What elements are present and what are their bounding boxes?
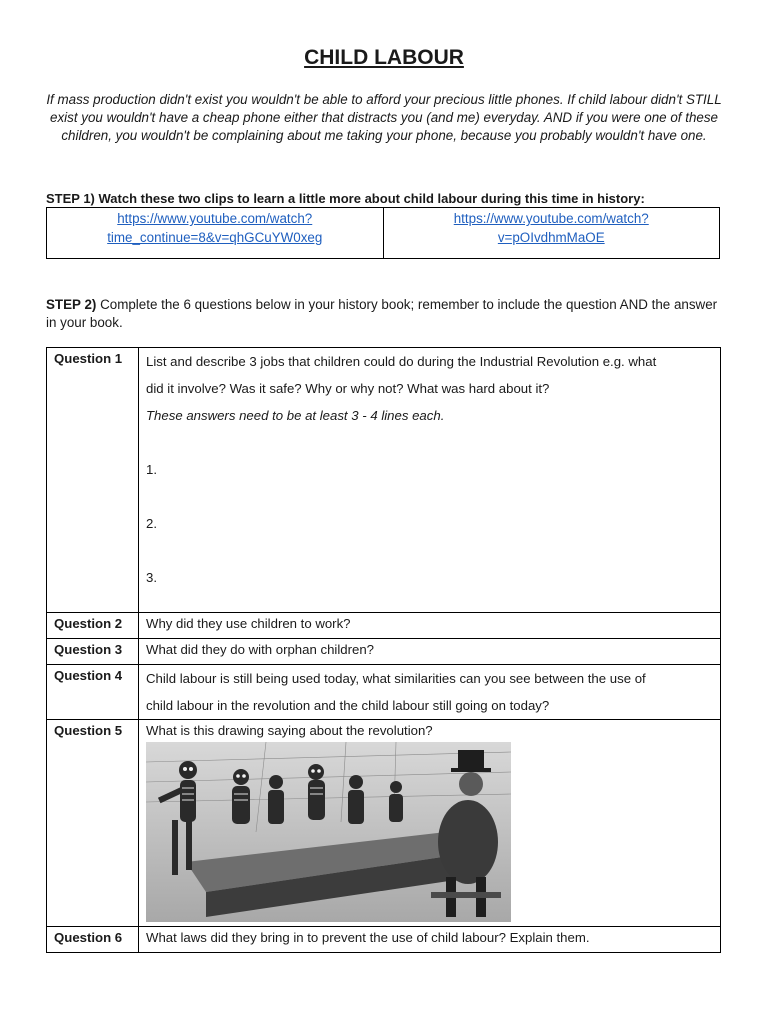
question-2-text: Why did they use children to work? xyxy=(139,613,721,639)
question-1-cell xyxy=(139,348,721,613)
question-2-label: Question 2 xyxy=(47,613,139,639)
question-6-text: What laws did they bring in to prevent the use of child labour? Explain them. xyxy=(139,927,721,953)
question-1-note: These answers need to be at least 3 - 4 lines each. xyxy=(146,408,445,423)
links-table xyxy=(46,207,720,259)
step2-instructions xyxy=(46,296,722,332)
answer-item-2: 2. xyxy=(146,516,157,531)
page-title: CHILD LABOUR xyxy=(304,46,464,69)
question-5-text: What is this drawing saying about the revolution? xyxy=(146,723,433,738)
question-row-1 xyxy=(47,348,721,613)
question-row-2 xyxy=(47,613,721,639)
youtube-link-1[interactable] xyxy=(107,211,322,245)
question-row-5 xyxy=(47,720,721,927)
question-3-text: What did they do with orphan children? xyxy=(139,639,721,665)
answer-item-1: 1. xyxy=(146,462,157,477)
question-3-label: Question 3 xyxy=(47,639,139,665)
youtube-link-2-line2: v=pOIvdhmMaOE xyxy=(497,230,605,245)
question-4-line1: Child labour is still being used today, what similarities can you see between the use of xyxy=(146,671,646,686)
youtube-link-2-line1: https://www.youtube.com/watch? xyxy=(453,211,649,226)
question-1-line1: List and describe 3 jobs that children could do during the Industrial Revolution e.g. what xyxy=(146,354,657,369)
youtube-link-1-line1: https://www.youtube.com/watch? xyxy=(117,211,313,226)
question-row-3 xyxy=(47,639,721,665)
youtube-link-1-line2: time_continue=8&v=qhGCuYW0xeg xyxy=(107,230,323,245)
link-cell-2 xyxy=(383,208,720,258)
step1-heading: STEP 1) Watch these two clips to learn a little more about child labour during this time in history: xyxy=(46,191,645,206)
question-row-6 xyxy=(47,927,721,953)
answer-item-3: 3. xyxy=(146,570,157,585)
question-row-4 xyxy=(47,665,721,720)
question-4-label: Question 4 xyxy=(47,665,139,720)
revolution-drawing-image xyxy=(146,742,511,922)
link-cell-1 xyxy=(47,208,383,258)
intro-paragraph: If mass production didn't exist you wouldn't be able to afford your precious little phones. If child labour didn't STILL exist you wouldn't have a cheap phone either that distracts you (and me) everyday. AND if you were one of these children, you wouldn't be complaining about me taking your phone, because you probably wouldn't have one. xyxy=(46,92,722,143)
question-1-line2: did it involve? Was it safe? Why or why not? What was hard about it? xyxy=(146,381,550,396)
step2-text: Complete the 6 questions below in your history book; remember to include the question AND the answer in your book. xyxy=(46,297,718,330)
questions-table xyxy=(46,347,721,953)
youtube-link-2[interactable] xyxy=(454,211,649,245)
question-6-label: Question 6 xyxy=(47,927,139,953)
question-4-line2: child labour in the revolution and the child labour still going on today? xyxy=(146,698,550,713)
step2-label: STEP 2) xyxy=(46,297,97,312)
question-5-cell xyxy=(139,720,721,927)
question-1-label: Question 1 xyxy=(47,348,139,613)
question-4-cell xyxy=(139,665,721,720)
question-5-label: Question 5 xyxy=(47,720,139,927)
